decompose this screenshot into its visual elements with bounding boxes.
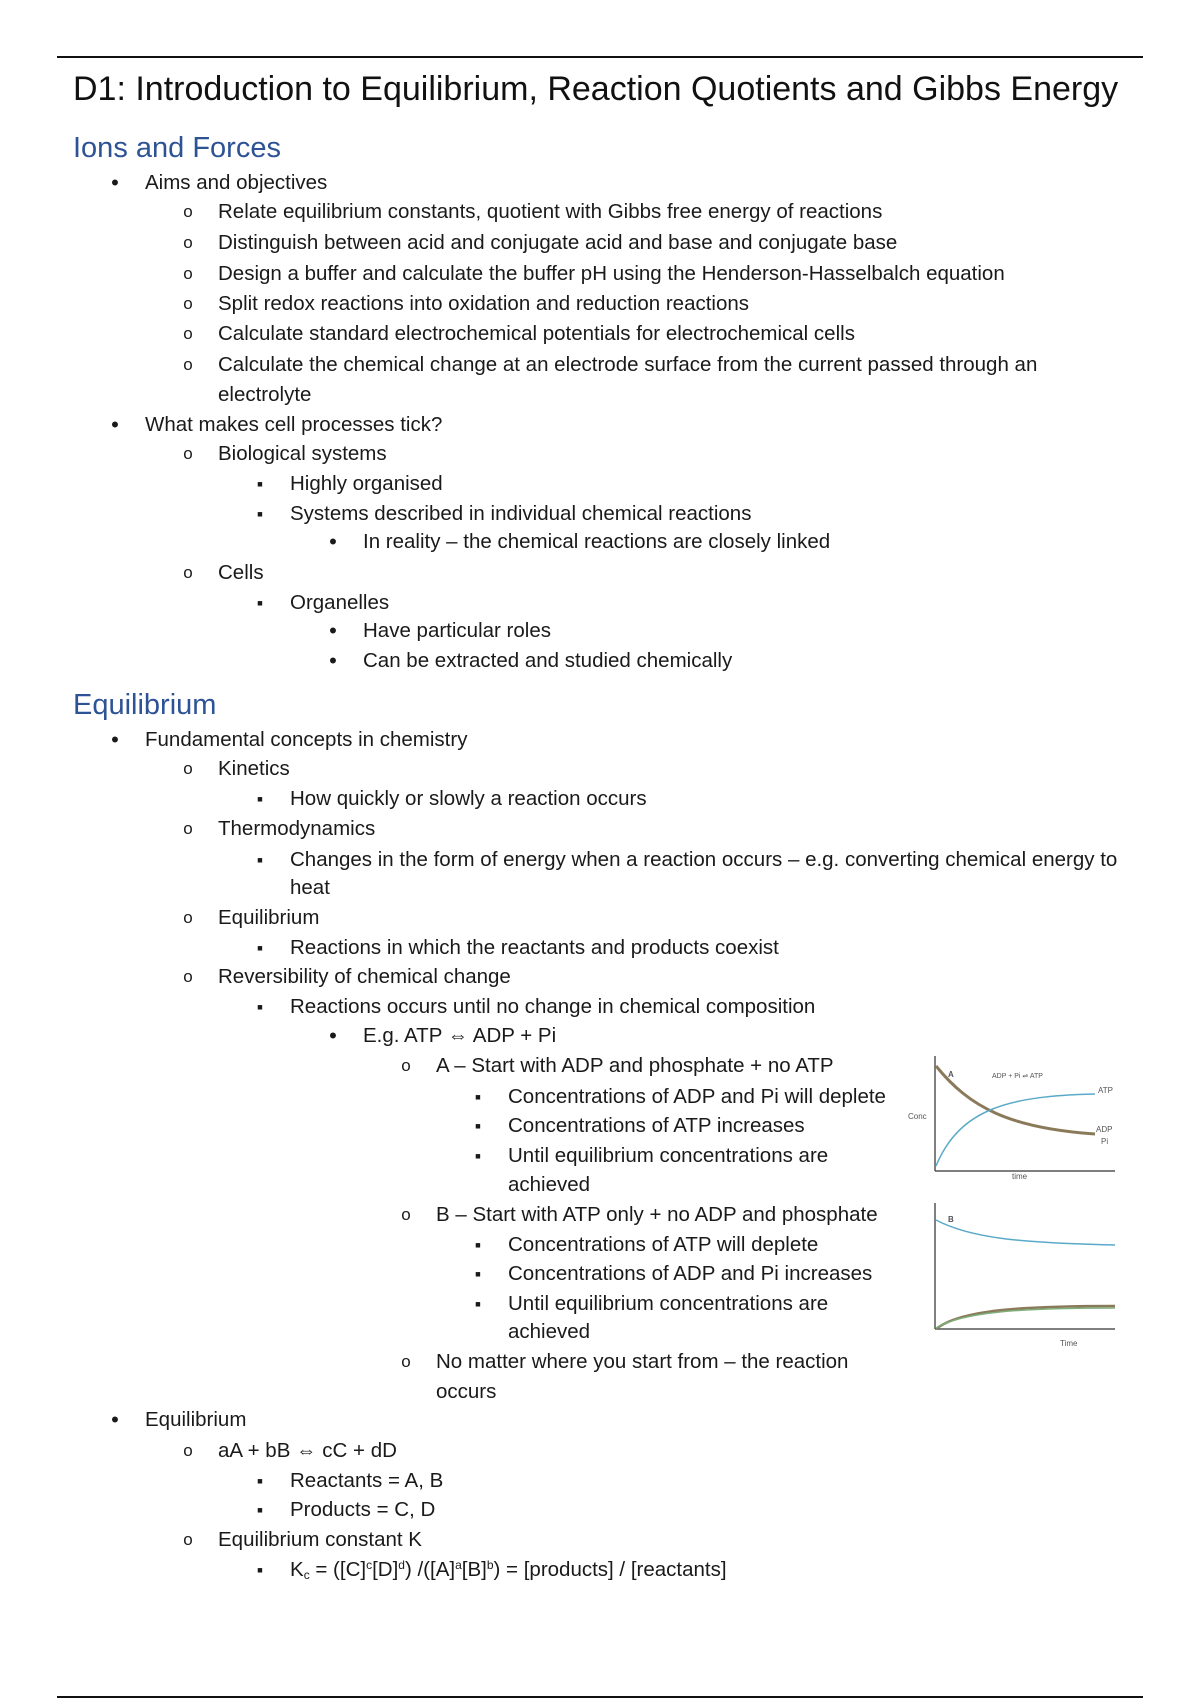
thermodynamics-point: Changes in the form of energy when a reaction occurs – e.g. converting chemical energy to (290, 848, 1118, 871)
kc-part: = ([C] (309, 1558, 367, 1581)
bullet-icon (253, 936, 267, 962)
no-matter-note-continued: occurs (436, 1380, 497, 1403)
bio-point: Systems described in individual chemical reactions (290, 502, 752, 525)
bio-point: Highly organised (290, 472, 443, 495)
bullet-icon (181, 561, 195, 586)
kc-symbol: K (290, 1558, 304, 1581)
bullet-icon (471, 1292, 485, 1318)
top-rule (57, 56, 1143, 58)
bullet-icon (181, 292, 195, 317)
case-b-point: Until equilibrium concentrations are (508, 1292, 829, 1315)
aims-subitem: Design a buffer and calculate the buffer pH using the Henderson-Hasselbalch equation (218, 262, 1005, 285)
organelle-point: Have particular roles (363, 619, 551, 642)
bullet-icon (399, 1054, 413, 1079)
bullet-icon (253, 995, 267, 1021)
section-heading-ions: Ions and Forces (73, 132, 281, 164)
bullet-icon (471, 1114, 485, 1140)
kc-part: ) = [products] / [reactants] (493, 1558, 727, 1581)
bullet-icon (181, 262, 195, 287)
case-b-point: Concentrations of ADP and Pi increases (508, 1262, 873, 1285)
case-a-point: Concentrations of ATP increases (508, 1114, 805, 1137)
cells-item: Cells (218, 561, 264, 584)
organelles-item: Organelles (290, 591, 390, 614)
bullet-icon (471, 1144, 485, 1170)
bullet-icon (326, 619, 340, 646)
bullet-icon (399, 1350, 413, 1375)
figure-b-pi-curve (936, 1308, 1115, 1328)
bullet-icon (181, 906, 195, 931)
figure-a-label: A (948, 1070, 954, 1079)
example-reaction: E.g. ATP ⇔ ADP + Pi (363, 1024, 557, 1047)
bullet-icon (471, 1085, 485, 1111)
reversibility-point: Reactions occurs until no change in chemical composition (290, 995, 816, 1018)
bullet-icon (326, 649, 340, 676)
bullet-icon (181, 1528, 195, 1553)
case-a-point: Until equilibrium concentrations are (508, 1144, 829, 1167)
equilibrium-point: Reactions in which the reactants and products coexist (290, 936, 779, 959)
bullet-icon (253, 591, 267, 617)
bullet-icon (253, 1498, 267, 1524)
aims-subitem: Calculate the chemical change at an electrode surface from the current passed through an (218, 353, 1038, 376)
kc-subscript: c (303, 1568, 310, 1582)
bullet-icon (253, 1469, 267, 1495)
figure-b-atp-curve (936, 1220, 1115, 1245)
figure-b-label: B (948, 1215, 954, 1224)
case-b-point: Concentrations of ATP will deplete (508, 1233, 819, 1256)
bullet-icon (181, 965, 195, 990)
bullet-icon (399, 1203, 413, 1228)
reversibility-item: Reversibility of chemical change (218, 965, 511, 988)
bullet-icon (181, 322, 195, 347)
figure-b-xlabel: Time (1060, 1339, 1078, 1348)
equilibrium-item-2: Equilibrium (145, 1408, 247, 1431)
general-reaction: aA + bB ⇔ cC + dD (218, 1439, 397, 1462)
kc-exponent: b (486, 1558, 494, 1572)
kc-part: ) /([A] (404, 1558, 456, 1581)
figure-a-adp-label: ADP (1096, 1125, 1113, 1134)
figure-a-pi-label: Pi (1101, 1137, 1109, 1146)
bio-systems: Biological systems (218, 442, 387, 465)
figure-a-ylabel: Conc (908, 1112, 927, 1121)
bullet-icon (181, 231, 195, 256)
bullet-icon (108, 413, 122, 440)
bullet-icon (181, 817, 195, 842)
figure-a-equation: ADP + Pi ⇌ ATP (992, 1073, 1043, 1080)
bullet-icon (326, 1024, 340, 1051)
organelle-point: Can be extracted and studied chemically (363, 649, 733, 672)
cell-question: What makes cell processes tick? (145, 413, 443, 436)
equilibrium-constant: Equilibrium constant K (218, 1528, 422, 1551)
case-a-point-continued: achieved (508, 1173, 591, 1196)
equilibrium-item: Equilibrium (218, 906, 320, 929)
bullet-icon (108, 1408, 122, 1435)
figure-a-xlabel: time (1012, 1172, 1028, 1181)
bullet-icon (108, 728, 122, 755)
aims-subitem: Split redox reactions into oxidation and reduction reactions (218, 292, 750, 315)
kinetics-point: How quickly or slowly a reaction occurs (290, 787, 647, 810)
kc-formula (290, 1558, 727, 1582)
bottom-rule (57, 1696, 1143, 1698)
case-b-point-continued: achieved (508, 1320, 591, 1343)
figure-a-equilibrium-plot (900, 1048, 1130, 1190)
kc-part: [B] (461, 1558, 487, 1581)
bullet-icon (253, 502, 267, 528)
kc-exponent: d (398, 1558, 405, 1572)
bullet-icon (181, 757, 195, 782)
bullet-icon (253, 848, 267, 874)
case-a-point: Concentrations of ADP and Pi will deplete (508, 1085, 886, 1108)
kinetics-item: Kinetics (218, 757, 290, 780)
aims-subitem: Distinguish between acid and conjugate acid and base and conjugate base (218, 231, 898, 254)
fundamental-concepts: Fundamental concepts in chemistry (145, 728, 468, 751)
bullet-icon (253, 472, 267, 498)
bullet-icon (326, 530, 340, 557)
figure-b-equilibrium-plot (900, 1198, 1130, 1353)
kc-exponent: a (455, 1558, 462, 1572)
bullet-icon (471, 1233, 485, 1259)
aims-subitem-continued: electrolyte (218, 383, 312, 406)
section-heading-equilibrium: Equilibrium (73, 689, 217, 721)
aims-subitem: Calculate standard electrochemical potentials for electrochemical cells (218, 322, 855, 345)
bullet-icon (108, 171, 122, 198)
bio-subpoint: In reality – the chemical reactions are closely linked (363, 530, 831, 553)
case-a-heading: A – Start with ADP and phosphate + no ATP (436, 1054, 834, 1077)
figure-a-atp-curve (936, 1094, 1095, 1166)
bullet-icon (253, 1558, 267, 1584)
page-title: D1: Introduction to Equilibrium, Reaction Quotients and Gibbs Energy (73, 70, 1119, 108)
kc-part: [D] (372, 1558, 399, 1581)
kc-exponent: c (366, 1558, 373, 1572)
bullet-icon (471, 1262, 485, 1288)
reactants-def: Reactants = A, B (290, 1469, 444, 1492)
aims-item: Aims and objectives (145, 171, 328, 194)
bullet-icon (181, 1439, 195, 1464)
figure-a-atp-label: ATP (1098, 1086, 1113, 1095)
no-matter-note: No matter where you start from – the reaction (436, 1350, 849, 1373)
case-b-heading: B – Start with ATP only + no ADP and phosphate (436, 1203, 878, 1226)
bullet-icon (253, 787, 267, 813)
bullet-icon (181, 442, 195, 467)
thermodynamics-item: Thermodynamics (218, 817, 376, 840)
thermodynamics-point-continued: heat (290, 876, 330, 899)
bullet-icon (181, 353, 195, 378)
products-def: Products = C, D (290, 1498, 436, 1521)
bullet-icon (181, 200, 195, 225)
aims-subitem: Relate equilibrium constants, quotient with Gibbs free energy of reactions (218, 200, 883, 223)
